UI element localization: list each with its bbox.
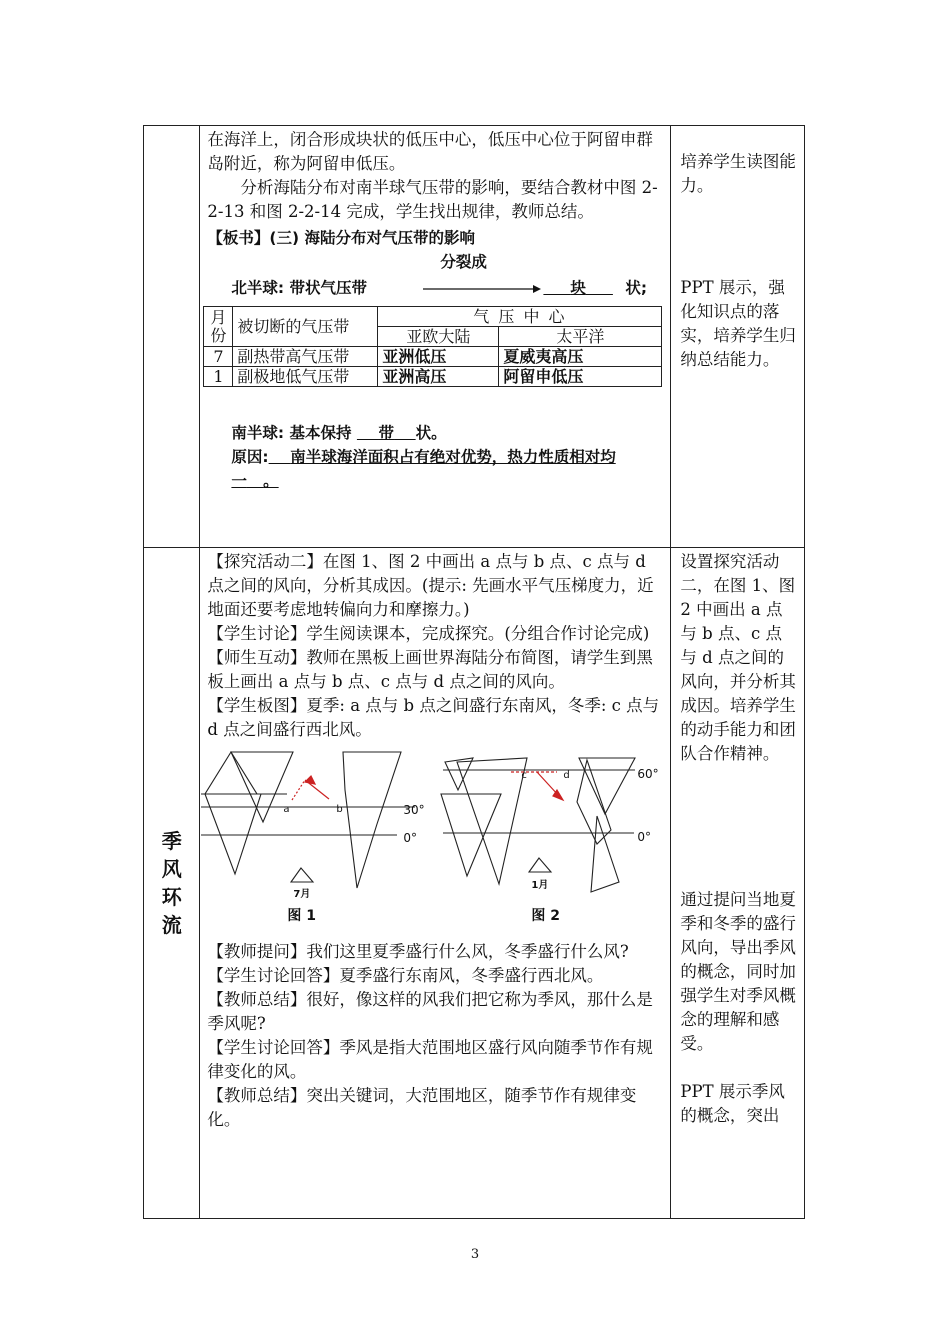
figures: [201, 750, 662, 940]
monsoon-diagrams: [201, 750, 665, 912]
content-cell: [200, 126, 671, 548]
pacific-header: 太平洋: [499, 327, 662, 347]
month-label: 1月: [531, 880, 549, 891]
table-row: [204, 367, 662, 387]
reason-text: 南半球海洋面积占有绝对优势，热力性质相对均一: [231, 448, 616, 490]
table-row: [144, 548, 805, 1219]
side-note: 设置探究活动二，在图 1、图 2 中画出 a 点与 b 点、c 点与 d 点之间的风向，并分析其成因。培养学生的动手能力和团队合作精神。: [680, 552, 796, 763]
page-number: 3: [470, 1247, 480, 1262]
arrow-right-icon: [423, 284, 541, 294]
belt-cell: 副热带高气压带: [233, 347, 378, 367]
north-label: 北半球: 带状气压带: [231, 279, 368, 297]
latitude-label: 60°: [637, 767, 659, 781]
pressure-center-table: [203, 306, 662, 387]
month-cell: 1: [204, 367, 233, 387]
paragraph: 【师生互动】教师在黑板上画世界海陆分布简图，请学生到黑板上画出 a 点与 b 点、c 点与 d 点之间的风向。: [207, 648, 653, 691]
month-header: 月份: [204, 307, 233, 347]
point-c-label: c: [521, 770, 527, 781]
paragraph: 【学生讨论回答】夏季盛行东南风，冬季盛行西北风。: [207, 966, 604, 985]
section-cell-empty: [144, 126, 200, 548]
south-suffix: 状。: [415, 424, 447, 442]
paragraph: 【学生讨论回答】季风是指大范围地区盛行风向随季节作有规律变化的风。: [207, 1038, 653, 1081]
figure-caption: 图 1: [287, 908, 317, 924]
month-cell: 7: [204, 347, 233, 367]
paragraph: 【教师总结】突出关键词，大范围地区，随季节作有规律变化。: [207, 1086, 637, 1129]
point-b-label: b: [336, 804, 343, 815]
asia-cell: 亚洲低压: [378, 347, 499, 367]
side-note: 通过提问当地夏季和冬季的盛行风向，导出季风的概念，同时加强学生对季风概念的理解和感受。: [680, 890, 796, 1053]
paragraph: 【教师提问】我们这里夏季盛行什么风，冬季盛行什么风?: [207, 942, 629, 961]
purpose-cell: [671, 548, 805, 1219]
latitude-label: 30°: [403, 803, 425, 817]
section-title: 季风环流: [161, 829, 182, 937]
north-suffix: 状;: [625, 279, 648, 297]
paragraph: 【教师总结】很好，像这样的风我们把它称为季风，那什么是季风呢?: [207, 990, 653, 1033]
latitude-label: 0°: [637, 830, 652, 844]
section-title-cell: [144, 548, 200, 1219]
side-note: PPT 展示季风的概念，突出: [680, 1082, 785, 1125]
belt-cell: 副极地低气压带: [233, 367, 378, 387]
point-a-label: a: [283, 804, 290, 815]
asia-cell: 亚洲高压: [378, 367, 499, 387]
paragraph: 在海洋上，闭合形成块状的低压中心，低压中心位于阿留申群岛附近，称为阿留申低压。: [207, 130, 653, 173]
paragraph: 【探究活动二】在图 1、图 2 中画出 a 点与 b 点、c 点与 d 点之间的风向，分析其成因。(提示: 先画水平气压梯度力，近地面还要考虑地转偏向力和摩擦力。): [207, 552, 654, 619]
point-d-label: d: [563, 770, 570, 781]
figure-caption: 图 2: [531, 908, 561, 924]
belt-header: 被切断的气压带: [233, 307, 378, 347]
table-row: [204, 347, 662, 367]
paragraph: 分析海陆分布对南半球气压带的影响，要结合教材中图 2-2-13 和图 2-2-14 完成，学生找出规律，教师总结。: [207, 178, 658, 221]
board-title: 【板书】(三) 海陆分布对气压带的影响: [207, 229, 475, 247]
south-hemisphere-line: [207, 421, 662, 445]
asia-header: 亚欧大陆: [378, 327, 499, 347]
side-note: PPT 展示，强化知识点的落实，培养学生归纳总结能力。: [680, 278, 796, 369]
table-row: [144, 126, 805, 548]
pacific-cell: 夏威夷高压: [499, 347, 662, 367]
latitude-label: 0°: [403, 831, 418, 845]
south-label: 南半球: 基本保持: [231, 424, 352, 442]
north-fill-blank: 块: [570, 279, 586, 297]
lesson-plan-table: [143, 125, 805, 1219]
reason-label: 原因:: [231, 448, 269, 466]
split-label: 分裂成: [440, 253, 487, 271]
center-header: 气 压 中 心: [378, 307, 662, 327]
month-label: 7月: [293, 889, 311, 900]
content-cell: [200, 548, 671, 1219]
reason-line: 原因: 南半球海洋面积占有绝对优势，热力性质相对均一 。: [231, 448, 616, 490]
side-note: 培养学生读图能力。: [680, 152, 796, 195]
purpose-cell: [671, 126, 805, 548]
paragraph: 【学生讨论】学生阅读课本，完成探究。(分组合作讨论完成): [207, 624, 650, 643]
paragraph: 【学生板图】夏季: a 点与 b 点之间盛行东南风，冬季: c 点与 d 点之间盛行西北风。: [207, 696, 660, 739]
north-hemisphere-line: [207, 276, 662, 300]
south-fill-blank: 带: [378, 424, 395, 442]
pacific-cell: 阿留申低压: [499, 367, 662, 387]
